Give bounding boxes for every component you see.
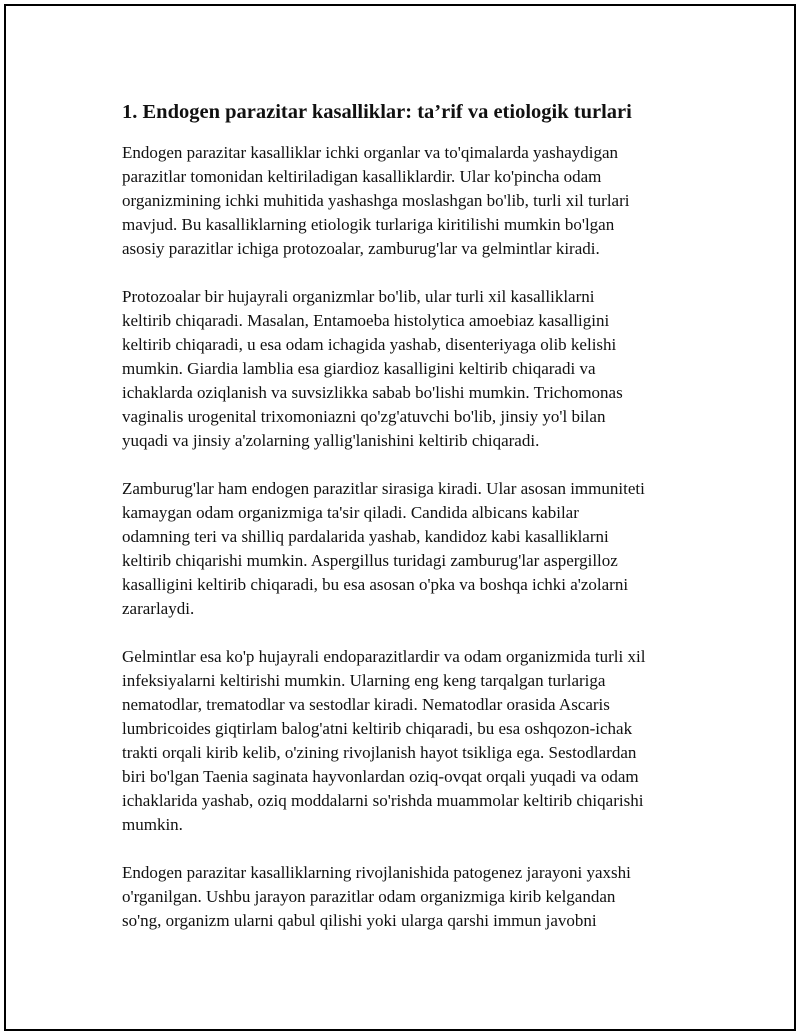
text-line: organizmining ichki muhitida yashashga moslashgan bo'lib, turli xil turlari <box>122 191 630 210</box>
text-line: parazitlar tomonidan keltiriladigan kasalliklardir. Ular ko'pincha odam <box>122 167 602 186</box>
text-line: Zamburug'lar ham endogen parazitlar sirasiga kiradi. Ular asosan immuniteti <box>122 479 645 498</box>
text-line: trakti orqali kirib kelib, o'zining rivojlanish hayot tsikliga ega. Sestodlardan <box>122 743 637 762</box>
text-line: keltirib chiqarishi mumkin. Aspergillus turidagi zamburug'lar aspergilloz <box>122 551 618 570</box>
paragraph-list <box>122 141 692 933</box>
paragraph-4 <box>122 645 692 837</box>
paragraph-3 <box>122 477 692 621</box>
text-line: Endogen parazitar kasalliklarning rivojlanishida patogenez jarayoni yaxshi <box>122 863 631 882</box>
text-line: vaginalis urogenital trixomoniazni qo'zg'atuvchi bo'lib, jinsiy yo'l bilan <box>122 407 606 426</box>
document-body <box>122 98 692 957</box>
section-heading: 1. Endogen parazitar kasalliklar: ta’rif va etiologik turlari <box>122 101 632 123</box>
text-line: lumbricoides giqtirlam balog'atni keltirib chiqaradi, bu esa oshqozon-ichak <box>122 719 633 738</box>
text-line: infeksiyalarni keltirishi mumkin. Ularning eng keng tarqalgan turlariga <box>122 671 606 690</box>
text-line: keltirib chiqaradi. Masalan, Entamoeba histolytica amoebiaz kasalligini <box>122 311 610 330</box>
page-frame <box>4 4 796 1031</box>
text-line: ichaklarida yashab, oziq moddalarni so'rishda muammolar keltirib chiqarishi <box>122 791 644 810</box>
paragraph-5 <box>122 861 692 933</box>
text-line: o'rganilgan. Ushbu jarayon parazitlar odam organizmiga kirib kelgandan <box>122 887 616 906</box>
text-line: keltirib chiqaradi, u esa odam ichagida yashab, disenteriyaga olib kelishi <box>122 335 617 354</box>
text-line: zararlaydi. <box>122 599 195 618</box>
text-line: so'ng, organizm ularni qabul qilishi yoki ularga qarshi immun javobni <box>122 911 597 930</box>
text-line: yuqadi va jinsiy a'zolarning yallig'lanishini keltirib chiqaradi. <box>122 431 540 450</box>
text-line: ichaklarda oziqlanish va suvsizlikka sabab bo'lishi mumkin. Trichomonas <box>122 383 623 402</box>
paragraph-1 <box>122 141 692 261</box>
text-line: asosiy parazitlar ichiga protozoalar, zamburug'lar va gelmintlar kiradi. <box>122 239 600 258</box>
text-line: kamaygan odam organizmiga ta'sir qiladi. Candida albicans kabilar <box>122 503 579 522</box>
text-line: nematodlar, trematodlar va sestodlar kiradi. Nematodlar orasida Ascaris <box>122 695 610 714</box>
text-line: odamning teri va shilliq pardalarida yashab, kandidoz kabi kasalliklarni <box>122 527 609 546</box>
text-line: Endogen parazitar kasalliklar ichki organlar va to'qimalarda yashaydigan <box>122 143 619 162</box>
text-line: mumkin. <box>122 815 183 834</box>
text-line: Protozoalar bir hujayrali organizmlar bo'lib, ular turli xil kasalliklarni <box>122 287 595 306</box>
text-line: mavjud. Bu kasalliklarning etiologik turlariga kiritilishi mumkin bo'lgan <box>122 215 615 234</box>
text-line: kasalligini keltirib chiqaradi, bu esa asosan o'pka va boshqa ichki a'zolarni <box>122 575 629 594</box>
text-line: mumkin. Giardia lamblia esa giardioz kasalligini keltirib chiqaradi va <box>122 359 596 378</box>
paragraph-2 <box>122 285 692 453</box>
text-line: Gelmintlar esa ko'p hujayrali endoparazitlardir va odam organizmida turli xil <box>122 647 646 666</box>
text-line: biri bo'lgan Taenia saginata hayvonlardan oziq-ovqat orqali yuqadi va odam <box>122 767 639 786</box>
